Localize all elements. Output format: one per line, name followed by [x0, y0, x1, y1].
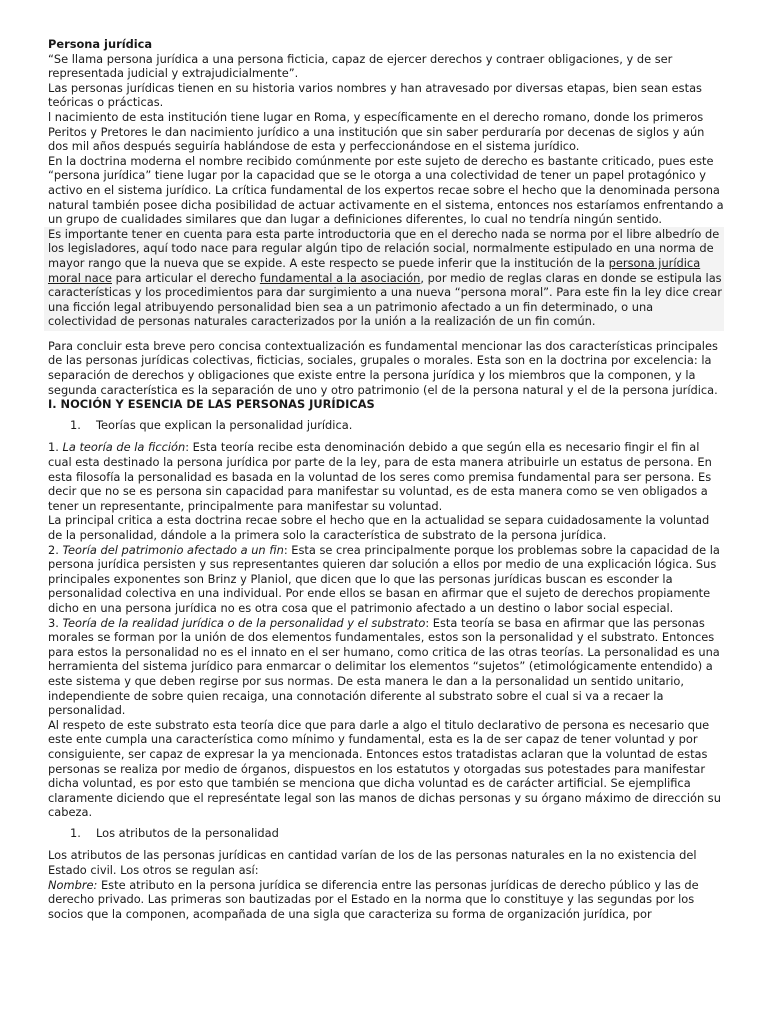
theory-name: Teoría del patrimonio afectado a un fin	[62, 542, 284, 557]
paragraph: Nombre: Este atributo en la persona jurídica se diferencia entre las personas jurídicas de derecho público y las de derecho privado. Las primeras son bautizadas por el Estado en la norma que lo constituye y las segundas por los socios que la componen, acompañada de una sigla que caracteriza su forma de organización jurídica, por	[48, 877, 699, 921]
document-title: Persona jurídica	[48, 37, 153, 51]
numbered-heading: 1. Teorías que explican la personalidad jurídica.	[70, 417, 353, 432]
theory-paragraph: 3. Teoría de la realidad jurídica o de la personalidad y el substrato: Esta teoría se basa en afirmar que las personas morales se forman por la unión de dos elementos fundamentales, estos son la personalidad y el substrato. Entonces para estos la personalidad no es el innato en el ser humano, como critica de las otras teorías. La personalidad es una herramienta del sistema jurídico para enmarcar o delimitar los elementos “sujetos” (etimológicamente entendido) a este sistema y que deben regirse por sus normas. De esta manera le dan a la personalidad un sentido unitario, independiente de sobre quien recaiga, una connotación diferente al substrato sobre el cual si va a recaer la personalidad.	[48, 615, 720, 718]
paragraph: Las personas jurídicas tienen en su historia varios nombres y han atravesado por diversas etapas, bien sean estas teóricas o prácticas.	[48, 80, 702, 110]
paragraph: Para concluir esta breve pero concisa contextualización es fundamental mencionar las dos características principales de las personas jurídicas colectivas, ficticias, sociales, grupales o morales. Esta son en la doctrina por excelencia: la separación de derechos y obligaciones que existe entre la persona jurídica y los miembros que la componen, y la segunda característica es la separación de uno y otro patrimonio (el de la persona natural y el de la persona jurídica.	[48, 338, 718, 397]
section-heading: I. NOCIÓN Y ESENCIA DE LAS PERSONAS JURÍDICAS	[48, 397, 375, 412]
highlighted-paragraph: Es importante tener en cuenta para esta parte introductoria que en el derecho nada se norma por el libre albedrío de los legisladores, aquí todo nace para regular algún tipo de relación social, normalmente estipulado en una norma de mayor rango que la nueva que se expide. A este respecto se puede inferir que la institución de la persona jurídica moral nace para articular el derecho fundamental a la asociación, por medio de reglas claras en donde se estipula las características y los procedimientos para dar surgimiento a una nueva “persona moral”. Para este fin la ley dice crear una ficción legal atribuyendo personalidad bien sea a un patrimonio afectado a un fin determinado, o una colectividad de personas naturales caracterizados por la unión a la realización de un fin común.	[44, 227, 724, 331]
paragraph: Al respeto de este substrato esta teoría dice que para darle a algo el titulo declarativo de persona es necesario que este ente cumpla una característica como mínimo y fundamental, esta es la de ser capaz de tener voluntad y por consiguiente, ser capaz de expresar la ya mencionada. Entonces estos tratadistas aclaran que la voluntad de estas personas se realiza por medio de órganos, dispuestos en los estatutos y otorgadas sus potestades para manifestar dicha voluntad, es por esto que también se menciona que dicha voluntad es de carácter artificial. Se ejemplifica claramente diciendo que el represéntate legal son las manos de dichas personas y su órgano máximo de dirección su cabeza.	[48, 717, 721, 820]
theory-name: Teoría de la realidad jurídica o de la personalidad y el substrato	[62, 615, 426, 630]
paragraph: Los atributos de las personas jurídicas en cantidad varían de los de las personas naturales en la no existencia del Estado civil. Los otros se regulan así:	[48, 848, 697, 878]
document-page	[48, 37, 724, 921]
link-derecho-asociacion[interactable]: fundamental a la asociación	[259, 270, 421, 285]
attribute-label: Nombre:	[48, 877, 98, 892]
theory-paragraph: 2. Teoría del patrimonio afectado a un fin: Esta se crea principalmente porque los problemas sobre la capacidad de la persona jurídica persisten y sus representantes quieren dar solución a ellos por medio de una explicación lógica. Sus principales exponentes son Brinz y Planiol, que dicen que lo que las personas jurídicas buscan es esconder la personalidad colectiva en una individual. Por ende ellos se basan en afirmar que el sujeto de derechos propiamente dicho en una persona jurídica no es otra cosa que el patrimonio afectado a un destino o labor social especial.	[48, 542, 720, 615]
quote-paragraph: “Se llama persona jurídica a una persona ficticia, capaz de ejercer derechos y contraer obligaciones, y de ser representada judicial y extrajudicialmente”.	[48, 51, 673, 81]
numbered-heading: 1. Los atributos de la personalidad	[70, 825, 279, 840]
theory-name: La teoría de la ficción	[62, 440, 186, 455]
link-persona-juridica-moral[interactable]: persona jurídica moral nace	[48, 255, 701, 285]
theory-paragraph: 1. La teoría de la ficción: Esta teoría recibe esta denominación debido a que según ella es necesario fingir el fin al cual esta destinado la persona jurídica por parte de la ley, para de esta manera atribuirle un estatus de persona. En esta filosofía la personalidad es basada en la voluntad de los seres como premisa fundamental para ser persona. Es decir que no se es persona sin capacidad para manifestar su voluntad, es de esta manera como se ven obligados a tener un representante, principalmente para manifestar su voluntad.	[48, 440, 712, 513]
paragraph: La principal critica a esta doctrina recae sobre el hecho que en la actualidad se separa cuidadosamente la voluntad de la personalidad, dándole a la primera solo la característica de substrato de la persona jurídica.	[48, 513, 710, 542]
paragraph: En la doctrina moderna el nombre recibido comúnmente por este sujeto de derecho es bastante criticado, pues este “persona jurídica” tiene lugar por la capacidad que se le otorga a una colectividad de tener un papel protagónico y activo en el sistema jurídico. La crítica fundamental de los expertos recae sobre el hecho que la denominada persona natural también posee dicha posibilidad de actuar activamente en el sistema, entonces nos estaríamos enfrentando a un grupo de cualidades similares que dan lugar a definiciones diferentes, lo cual no tendría ningún sentido.	[48, 153, 724, 227]
paragraph: l nacimiento de esta institución tiene lugar en Roma, y específicamente en el derecho romano, donde los primeros Peritos y Pretores le dan nacimiento jurídico a una institución que sin saber perduraría por decenas de siglos y aún dos mil años después seguiría hablándose de esta y perfeccionándose en el sistema jurídico.	[48, 109, 705, 154]
